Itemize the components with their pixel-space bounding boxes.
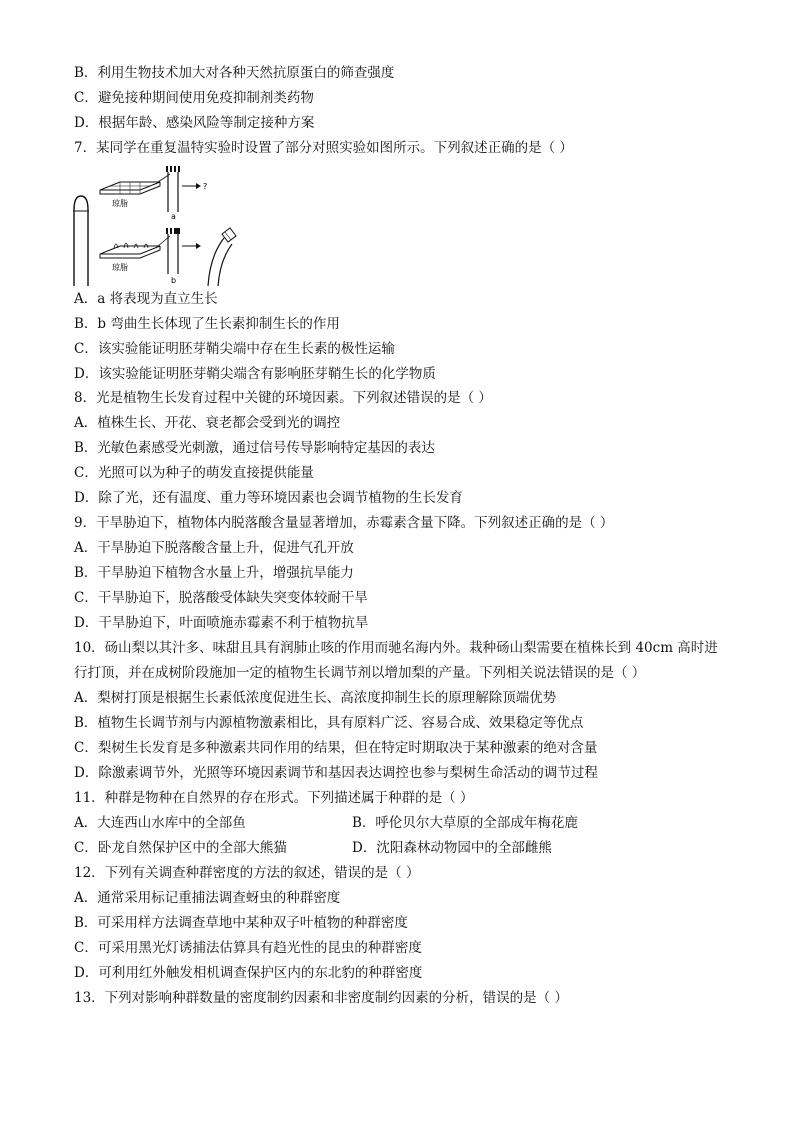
q6-option-b: B．利用生物技术加大对各种天然抗原蛋白的筛查强度 [74,65,395,81]
q10-option-a: A．梨树打顶是根据生长素低浓度促进生长、高浓度抑制生长的原理解除顶端优势 [74,690,557,706]
q6-option-d: D．根据年龄、感染风险等制定接种方案 [74,115,315,131]
coleoptile-b-icon [166,228,201,274]
q7-option-c: C．该实验能证明胚芽鞘尖端中存在生长素的极性运输 [74,341,395,357]
q9-option-a: A．干旱胁迫下脱落酸含量上升，促进气孔开放 [74,540,354,556]
agar-block-a-icon [100,174,170,194]
q8-option-a: A．植株生长、开花、衰老都会受到光的调控 [74,415,341,431]
went-experiment-figure [70,164,250,286]
q12-stem: 12．下列有关调查种群密度的方法的叙述，错误的是（ ） [74,865,420,881]
label-a: a [171,212,176,221]
q13-stem: 13．下列对影响种群数量的密度制约因素和非密度制约因素的分析，错误的是（ ） [74,990,568,1006]
q12-option-c: C．可采用黑光灯诱捕法估算具有趋光性的昆虫的种群密度 [74,940,422,956]
q6-option-c: C．避免接种期间使用免疫抑制剂类药物 [74,90,314,106]
q10-option-d: D．除激素调节外，光照等环境因素调节和基因表达调控也参与梨树生命活动的调节过程 [74,765,598,781]
q7-option-b: B．b 弯曲生长体现了生长素抑制生长的作用 [74,316,340,332]
q11-option-d: D．沈阳森林动物园中的全部雌熊 [352,840,552,856]
q10-option-b: B．植物生长调节剂与内源植物激素相比，具有原料广泛、容易合成、效果稳定等优点 [74,715,584,731]
went-experiment-diagram [70,164,250,286]
q8-option-b: B．光敏色素感受光刺激，通过信号传导影响特定基因的表达 [74,440,435,456]
q7-option-a: A．a 将表现为直立生长 [74,291,218,307]
q11-option-c: C．卧龙自然保护区中的全部大熊猫 [74,840,287,856]
q9-option-c: C．干旱胁迫下，脱落酸受体缺失突变体较耐干旱 [74,590,368,606]
q12-option-a: A．通常采用标记重捕法调查蚜虫的种群密度 [74,890,341,906]
q11-stem: 11．种群是物种在自然界的存在形式。下列描述属于种群的是（ ） [74,790,474,806]
q12-option-b: B．可采用样方法调查草地中某种双子叶植物的种群密度 [74,915,408,931]
q7-option-d: D．该实验能证明胚芽鞘尖端含有影响胚芽鞘生长的化学物质 [74,366,436,382]
q10-stem-line1: 10．砀山梨以其汁多、味甜且具有润肺止咳的作用而驰名海内外。栽种砀山梨需要在植株长到 40cm 高时进 [74,640,718,656]
label-b: b [171,276,177,285]
q10-option-c: C．梨树生长发育是多种激素共同作用的结果，但在特定时期取决于某种激素的绝对含量 [74,740,598,756]
q10-stem-line2: 行打顶，并在成树阶段施加一定的植物生长调节剂以增加梨的产量。下列相关说法错误的是（ ） [74,665,646,681]
q8-stem: 8．光是植物生长发育过程中关键的环境因素。下列叙述错误的是（ ） [74,390,492,406]
q12-option-d: D．可利用红外触发相机调查保护区内的东北豹的种群密度 [74,965,423,981]
q7-stem: 7．某同学在重复温特实验时设置了部分对照实验如图所示。下列叙述正确的是（ ） [74,140,573,156]
agar-block-b-icon [100,236,170,258]
question-mark-label: ? [203,182,208,191]
q11-option-b: B．呼伦贝尔大草原的全部成年梅花鹿 [352,815,578,831]
q11-option-a: A．大连西山水库中的全部鱼 [74,815,246,831]
coleoptile-a-icon [166,166,201,212]
agar-label-1: 琼脂 [112,199,128,208]
q9-option-b: B．干旱胁迫下植物含水量上升，增强抗旱能力 [74,565,354,581]
q8-option-d: D．除了光，还有温度、重力等环境因素也会调节植物的生长发育 [74,490,463,506]
bent-coleoptile-icon [208,228,236,286]
q9-option-d: D．干旱胁迫下，叶面喷施赤霉素不利于植物抗旱 [74,615,369,631]
q9-stem: 9．干旱胁迫下，植物体内脱落酸含量显著增加，赤霉素含量下降。下列叙述正确的是（ ） [74,515,614,531]
agar-label-2: 琼脂 [112,263,128,272]
coleoptile-intact-icon [74,196,88,286]
q8-option-c: C．光照可以为种子的萌发直接提供能量 [74,465,314,481]
